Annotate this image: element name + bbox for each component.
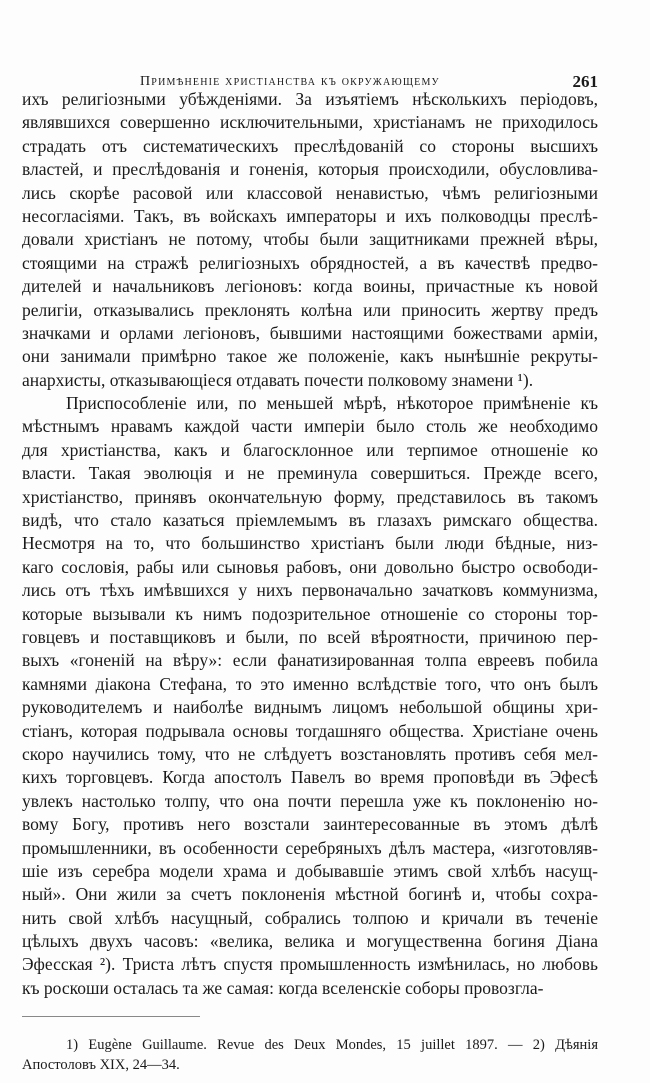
text-line: нить свой хлѣбъ насущный, собрались толпою и кричали въ теченіе <box>22 907 598 928</box>
text-line: шіе изъ серебра модели храма и добывавшіе этимъ свой хлѣбъ насущ- <box>22 860 598 881</box>
text-line: кихъ торговцевъ. Когда апостолъ Павелъ во время проповѣди въ Эфесѣ <box>22 767 598 788</box>
text-line: скоро научились тому, что не слѣдуетъ возстановлять противъ себя мел- <box>22 743 598 764</box>
text-line: цѣлыхъ двухъ часовъ: «велика, велика и могущественна богиня Діана <box>22 931 598 952</box>
text-line: власти. Такая эволюція и не преминула совершиться. Прежде всего, <box>22 463 598 484</box>
text-line: анархисты, отказывающіеся отдавать почести полковому знамени ¹). <box>22 369 534 390</box>
text-line: несогласіями. Такъ, въ войскахъ императоры и ихъ полководцы преслѣ- <box>22 205 598 226</box>
text-line: дителей и начальниковъ легіоновъ: когда воины, причастные къ новой <box>22 276 598 297</box>
text-line: для христіанства, какъ и благосклонное или терпимое отношеніе ко <box>22 439 598 460</box>
text-line: Эфесская ²). Триста лѣтъ спустя промышленность измѣнилась, но любовь <box>22 954 598 975</box>
text-line: видѣ, что стало казаться пріемлемымъ въ глазахъ римскаго общества. <box>22 510 598 531</box>
text-line: вому Богу, противъ него возстали заинтересованные въ этомъ дѣлѣ <box>22 814 598 835</box>
text-line: ный». Они жили за счетъ поклоненія мѣстной богинѣ и, чтобы сохра- <box>22 884 598 905</box>
text-line: стіанъ, которая подрывала основы тогдашняго общества. Христіане очень <box>22 720 598 741</box>
text-line: христіанство, принявъ окончательную форму, представилось въ такомъ <box>22 486 598 507</box>
text-line: говцевъ и поставщиковъ и были, по всей вѣроятности, причиною пер- <box>22 626 598 647</box>
text-line: довали христіанъ не потому, чтобы были защитниками прежней вѣры, <box>22 229 598 250</box>
text-line: мѣстнымъ нравамъ каждой части имперіи было столь же необходимо <box>22 416 598 437</box>
text-line: являвшихся совершенно исключительными, христіанамъ не приходилось <box>22 112 598 133</box>
text-line: Приспособленіе или, по меньшей мѣрѣ, нѣкоторое примѣненіе къ <box>66 393 598 414</box>
text-line: выхъ «гоненій на вѣру»: если фанатизированная толпа евреевъ побила <box>22 650 598 671</box>
body-text <box>22 88 598 1000</box>
text-line: стоящими на стражѣ религіозныхъ обрядностей, а въ качествѣ предво- <box>22 252 598 273</box>
footnote-rule <box>22 1016 200 1017</box>
text-line: которые вызывали къ нимъ подозрительное отношеніе со стороны тор- <box>22 603 598 624</box>
text-line: лись скорѣе расовой или классовой ненавистью, чѣмъ религіозными <box>22 182 598 203</box>
text-line: руководителемъ и наиболѣе виднымъ лицомъ небольшой общины хри- <box>22 697 598 718</box>
text-line: ихъ религіозными убѣжденіями. За изъятіемъ нѣсколькихъ періодовъ, <box>22 89 598 109</box>
text-line: они занимали примѣрно такое же положеніе, какъ нынѣшніе рекруты- <box>22 346 598 367</box>
page-number: 261 <box>572 72 598 91</box>
footnote-line: Апостоловъ XIX, 24—34. <box>22 1057 180 1073</box>
footnotes <box>22 1035 598 1075</box>
text-line: промышленники, въ особенности серебряныхъ дѣлъ мастера, «изготовляв- <box>22 837 598 858</box>
footnote-line: 1) Eugène Guillaume. Revue des Deux Mondes, 15 juillet 1897. — 2) Дѣянія <box>66 1037 598 1053</box>
text-line: значками и орлами легіоновъ, бывшими настоящими божествами арміи, <box>22 322 598 343</box>
text-line: увлекъ настолько толпу, что она почти перешла уже къ поклоненію но- <box>22 790 598 811</box>
text-line: каго сословія, рабы или сыновья рабовъ, они довольно быстро освободи- <box>22 556 598 577</box>
text-line: камнями діакона Стефана, то это именно вслѣдствіе того, что онъ былъ <box>22 673 598 694</box>
text-line: къ роскоши осталась та же самая: когда вселенскіе соборы провозгла- <box>22 977 544 998</box>
running-title: Примѣненіе христіанства къ окружающему <box>140 74 440 89</box>
text-line: Несмотря на то, что большинство христіанъ были люди бѣдные, низ- <box>22 533 598 554</box>
text-line: религіи, отказывались преклонять колѣна или приносить жертву предъ <box>22 299 598 320</box>
text-line: властей, и преслѣдованія и гоненія, которыя происходили, обусловлива- <box>22 159 598 180</box>
text-line: страдать отъ систематическихъ преслѣдованій со стороны высшихъ <box>22 135 598 156</box>
text-line: лись отъ тѣхъ имѣвшихся у нихъ первоначально зачатковъ коммунизма, <box>22 580 598 601</box>
